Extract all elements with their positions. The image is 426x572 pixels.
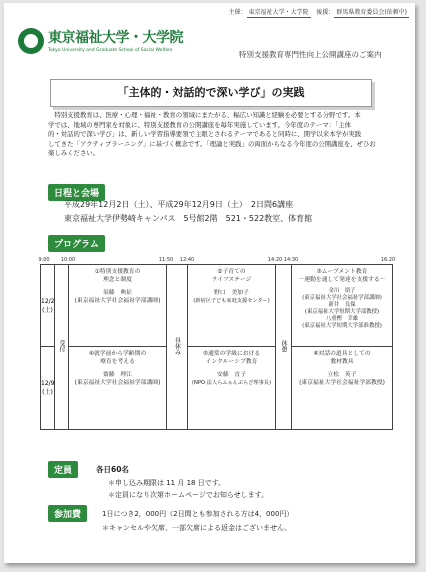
page-title: 「主体的・対話的で深い学び」の実践 [50,79,372,107]
intro-text [48,111,378,159]
intro-line: してきた「アクティブラーニング」に基づく概念です。「理論と実践」の両面からなる今年度の公開講座を、ぜひお [48,139,376,148]
time-label: 11:50 [158,257,174,263]
university-name-en: Tokyo University and Graduate School of Social Welfare [48,48,173,53]
day-cell: 12/2 (土) [41,265,55,347]
schedule-venue: 東京福祉大学伊勢崎キャンパス 5号館2階 521・522教室、体育館 [64,214,313,223]
time-label: 9:00 [38,257,50,263]
university-name: 東京福祉大学・大学院 [48,30,183,46]
support-label: 後援： [316,9,335,16]
intro-line: 学では、地域の専門家を対象に、特別支援教育の公開講座を毎年実施しています。今年度のテーマ：「主体 [48,120,352,129]
lunch-cell: 昼休み [167,265,188,430]
fee-text: 1日につき2，000円（2日間とも参加される方は4，000円） [102,510,294,518]
intro-line: 楽しみください。 [48,149,100,158]
fee-heading: 参加費 [48,505,87,522]
capacity-heading: 定員 [48,461,78,478]
session-cell: ①特別支援教育の 理念と制度 須藤 典征 (東京福祉大学社会福祉学部講師) [69,265,167,347]
fee-note: ＊キャンセルや欠席、一部欠席による返金はございません。 [102,524,292,532]
session-cell: ③ムーブメント教育 －運動を通して発達を支援する－ 金川 朋子 (東京福祉大学社会福祉学部講師) 新井 良保 (東京福祉大学短期大学部教授) 八重樫 幸雄 (東京福祉大学短期大学部准教授) [292,265,393,347]
university-logo-icon [18,28,44,54]
reception-cell: 受付 [55,265,69,430]
sponsor-label: 主催： [228,9,247,16]
program-table [40,264,393,430]
schedule-heading: 日程と会場 [48,184,105,201]
time-label: 16:20 [380,257,396,263]
capacity-note: ＊定員になり次第ホームページでお知らせします。 [108,491,269,499]
capacity-note: ＊申し込み期限は 11 月 18 日です。 [108,479,226,487]
session-cell: ⑤通常の学級における インクルーシブ教育 安藤 直子 (NPO 法人らふぁんぶらざ理事長) [188,347,276,430]
intro-line: 的・対話的で深い学び」は、新しい学習指導要領で主眼とされるテーマであると同時に、開学以来本学が実践 [48,130,362,139]
session-cell: ④就学前から学齢期の 療育を考える 齋藤 理江 (東京福祉大学社会福祉学部講師) [69,347,167,430]
program-heading: プログラム [48,235,105,252]
flyer-page [4,3,415,563]
schedule-dates: 平成29年12月2日（土）、平成29年12月9日（土） 2日間6講座 [64,200,294,209]
time-label: 12:40 [179,257,195,263]
session-cell: ⑥対話の道具としての 教材教具 立松 英子 (東京福祉大学社会福祉学部教授) [292,347,393,430]
capacity-text: 各日60名 [96,465,129,474]
session-cell: ②子育ての ライフステージ 野口 美加子 (新宿区子ども家庭支援センター) [188,265,276,347]
time-label: 10:00 [60,257,76,263]
sponsor: 東京福祉大学・大学院 [248,9,309,16]
break-cell: 休憩 [276,265,292,430]
subtitle: 特別支援教育専門性向上公開講座のご案内 [239,50,382,59]
intro-line: 特別支援教育は、医療・心理・福祉・教育の領域にまたがる、幅広い知識と経験を必要とする分野です。本 [48,111,361,119]
support: 群馬県教育委員会(依頼中) [336,9,407,16]
sponsor-line [229,7,409,16]
time-label: 14:30 [283,257,299,263]
day-cell: 12/9 (土) [41,347,55,430]
time-label: 14:20 [267,257,283,263]
